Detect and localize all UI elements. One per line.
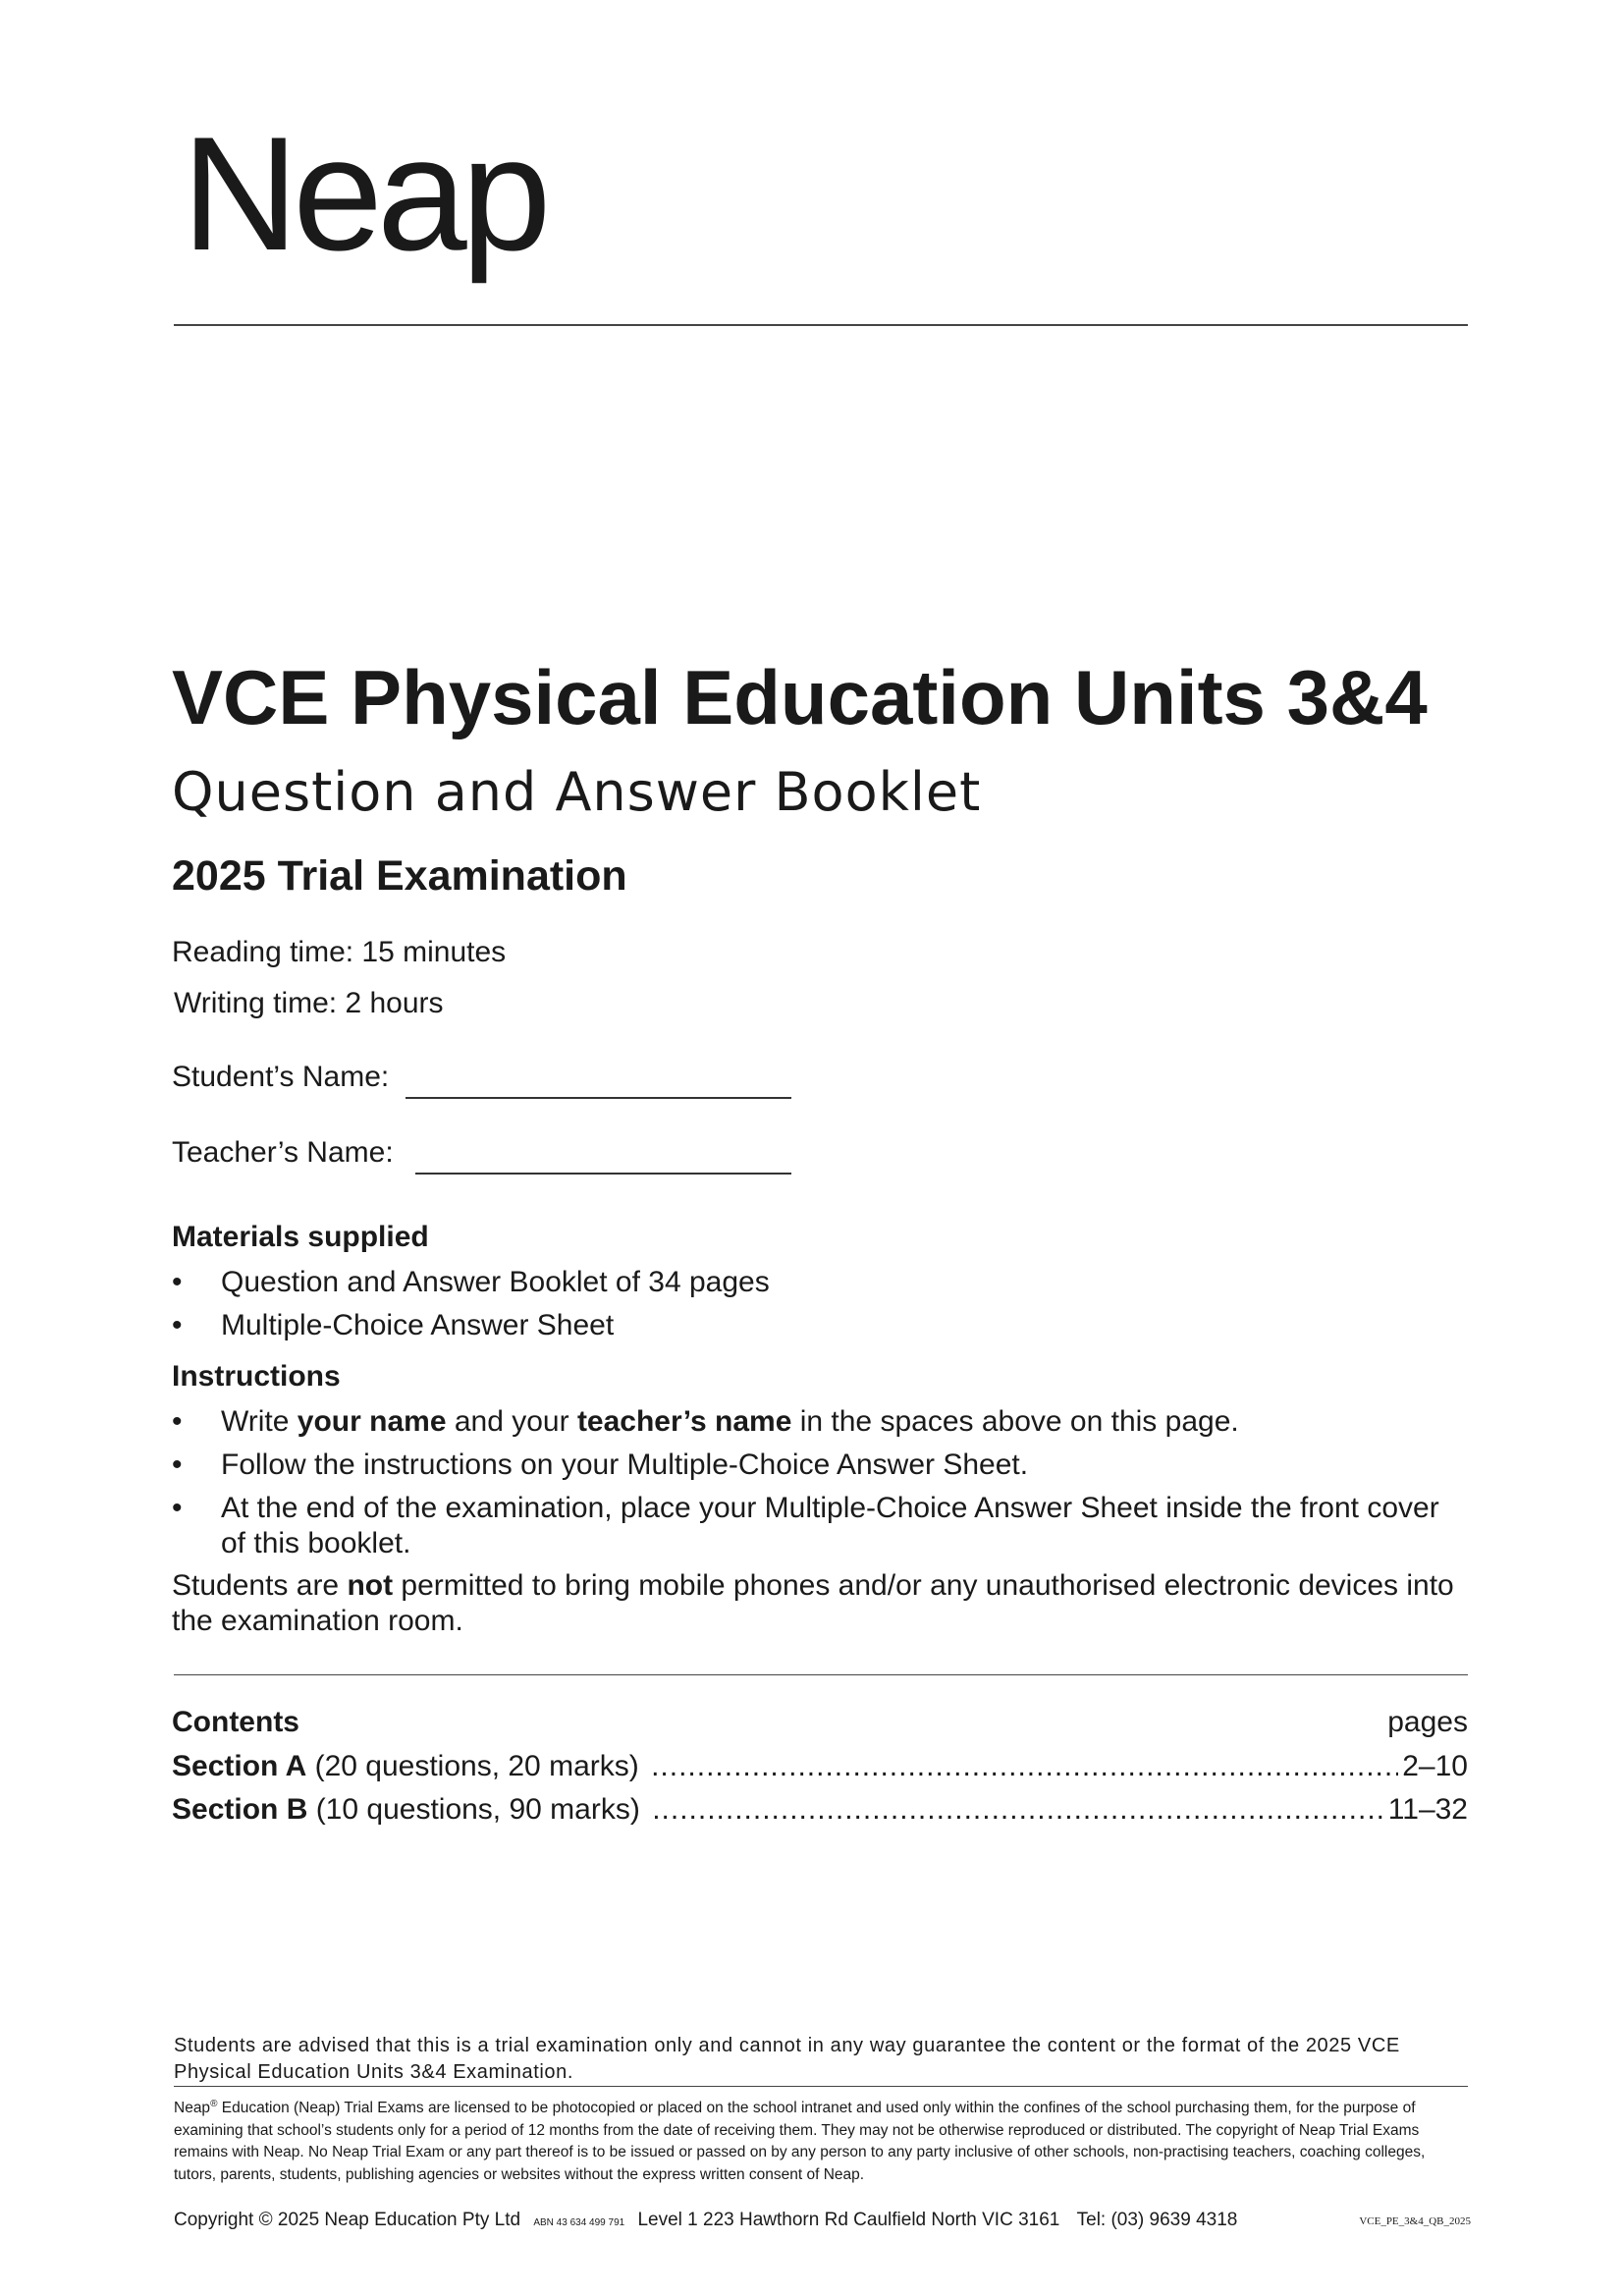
- section-detail: (10 questions, 90 marks): [307, 1793, 649, 1826]
- copyright: Copyright © 2025 Neap Education Pty Ltd: [174, 2210, 521, 2230]
- list-item: • Question and Answer Booklet of 34 pages: [172, 1265, 770, 1300]
- leader-dots: [652, 1793, 1384, 1827]
- contents-heading: Contents: [172, 1706, 299, 1738]
- leader-dots: [651, 1750, 1398, 1783]
- writing-time: Writing time: 2 hours: [174, 987, 444, 1019]
- instructions-heading: Instructions: [172, 1360, 341, 1393]
- devices-notice: Students are not permitted to bring mobile phones and/or any unauthorised electronic devices into the examination room.: [172, 1569, 1454, 1637]
- list-item: • At the end of the examination, place your Multiple-Choice Answer Sheet inside the front cover of this booklet.: [172, 1491, 1468, 1561]
- contents-row-section-a: [172, 1750, 1468, 1789]
- student-name-field[interactable]: [406, 1097, 791, 1099]
- list-item: • Multiple-Choice Answer Sheet: [172, 1308, 770, 1343]
- materials-list: [172, 1265, 770, 1343]
- footer-divider: [174, 2086, 1468, 2087]
- list-item: • Follow the instructions on your Multiple-Choice Answer Sheet.: [172, 1448, 1468, 1483]
- address: Level 1 223 Hawthorn Rd Caulfield North VIC 3161: [637, 2210, 1060, 2230]
- exam-name: 2025 Trial Examination: [172, 852, 627, 900]
- section-detail: (20 questions, 20 marks): [306, 1750, 648, 1782]
- phone: Tel: (03) 9639 4318: [1076, 2210, 1238, 2230]
- trial-advice: Students are advised that this is a trial examination only and cannot in any way guarantee the content or the format of the 2025 VCE Physical Education Units 3&4 Examination.: [174, 2035, 1400, 2083]
- header-divider: [174, 324, 1468, 326]
- section-label: Section A: [172, 1750, 307, 1782]
- contents-row-section-b: [172, 1793, 1468, 1832]
- page-title: VCE Physical Education Units 3&4: [172, 654, 1428, 740]
- publisher-footer: [174, 2210, 1470, 2231]
- list-item: • Write your name and your teacher’s name in the spaces above on this page.: [172, 1404, 1468, 1440]
- abn: ABN 43 634 499 791: [533, 2217, 625, 2228]
- section-pages: 2–10: [1402, 1750, 1468, 1782]
- teacher-name-label: Teacher’s Name:: [172, 1136, 394, 1169]
- instructions-list: [172, 1404, 1468, 1561]
- section-pages: 11–32: [1387, 1793, 1468, 1826]
- document-code: VCE_PE_3&4_QB_2025: [1359, 2215, 1471, 2227]
- brand-logo: Neap: [182, 103, 546, 284]
- section-label: Section B: [172, 1793, 308, 1826]
- pages-label: pages: [1387, 1706, 1468, 1738]
- teacher-name-field[interactable]: [415, 1173, 791, 1175]
- contents-divider: [174, 1674, 1468, 1675]
- reading-time: Reading time: 15 minutes: [172, 936, 507, 968]
- licence-text: Neap® Education (Neap) Trial Exams are licensed to be photocopied or placed on the school intranet and used only within the confines of the school purchasing them, for the purpose of examining that school’s students only for a period of 12 months from the date of receiving them. They may not be otherwise reproduced or distributed. The copyright of Neap Trial Exams remains with Neap. No Neap Trial Exam or any part thereof is to be issued or passed on by any person to any party inclusive of other schools, non-practising teachers, coaching colleges, tutors, parents, students, publishing agencies or websites without the express written consent of Neap.: [174, 2099, 1426, 2183]
- student-name-label: Student’s Name:: [172, 1061, 390, 1093]
- page-subtitle: Question and Answer Booklet: [172, 761, 982, 823]
- materials-heading: Materials supplied: [172, 1221, 429, 1253]
